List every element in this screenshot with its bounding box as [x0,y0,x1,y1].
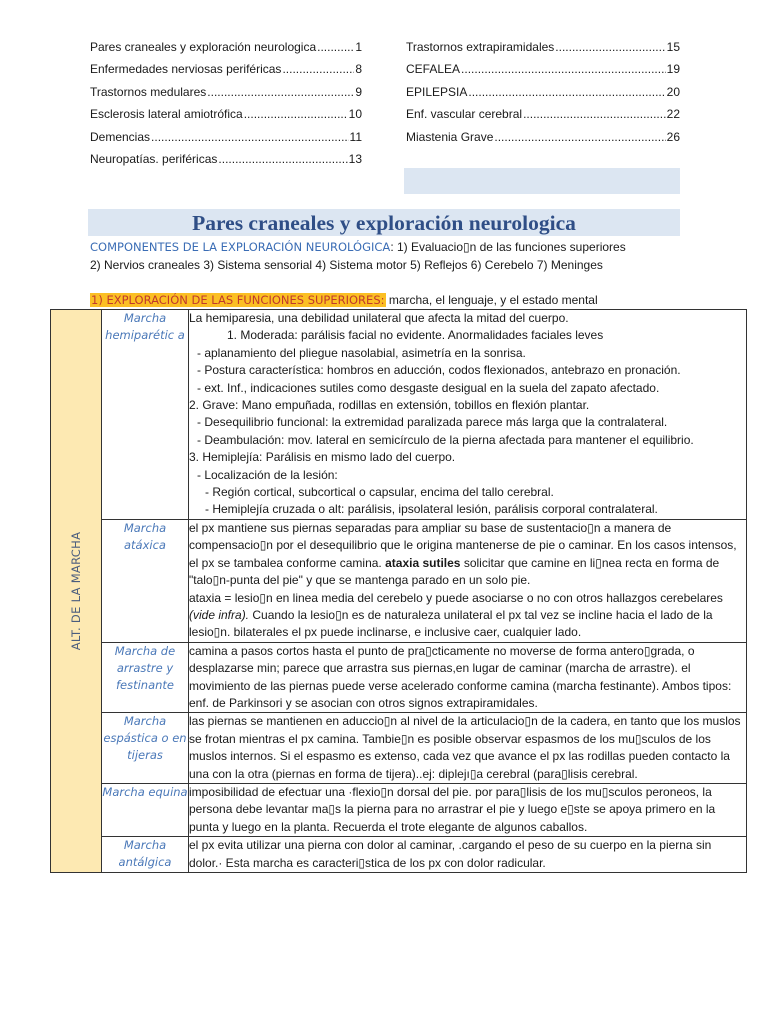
gait-name-cell [102,310,189,520]
components-label: COMPONENTES DE LA EXPLORACIÓN NEUROLÓGICA [90,240,391,254]
desc-text: Cuando la lesio▯n es de naturaleza unilateral el px tal vez se incline hacia el lado de la lesio▯n. bilaterales el px puede inclinarse, e inclusive caer, cualquier lado. [189,607,713,640]
components-line-1: : 1) Evaluacio▯n de las funciones superiores [390,240,626,254]
gait-name: Marcha antálgica [118,838,172,870]
toc-entry-title: Trastornos medulares [90,84,207,99]
toc-entry-title: Enfermedades nerviosas periféricas [90,62,282,77]
toc-entry[interactable] [90,81,362,103]
toc-entry-page: 19 [666,62,680,77]
desc-italic-text: (vide infra). [189,607,250,622]
toc-entry-title: CEFALEA [406,62,461,77]
toc-entry-page: 10 [348,107,362,122]
toc-entry[interactable] [406,36,680,58]
toc-leader-dots [523,103,666,125]
gait-name: Marcha atáxica [123,520,167,552]
toc-entry-title: Miastenia Grave [406,129,494,144]
page-title: Pares craneales y exploración neurologica [192,211,576,235]
components-line-2: 2) Nervios craneales 3) Sistema sensorial 4) Sistema motor 5) Reflejos 6) Cerebelo 7) Meninges [90,258,603,272]
toc-entry[interactable] [406,81,680,103]
gait-name-cell [102,713,189,784]
components-paragraph [90,238,690,274]
toc-entry-page: 8 [355,62,362,77]
desc-line: - Localización de la lesión: [197,467,338,482]
toc-right-column [406,36,680,148]
toc-leader-dots [218,148,347,170]
toc-entry-page: 20 [666,84,680,99]
desc-line: - Desequilibrio funcional: la extremidad paralizada parece más larga que la contralateral. [197,415,668,430]
table-row [51,837,747,873]
gait-name-cell [102,837,189,873]
table-row [51,713,747,784]
section-highlight: 1) EXPLORACIÓN DE LAS FUNCIONES SUPERIORES: [91,293,385,307]
desc-line: 3. Hemiplejía: Parálisis en mismo lado del cuerpo. [189,450,456,465]
gait-name-cell [102,519,189,642]
gait-description-cell [189,783,747,836]
toc-entry-title: Trastornos extrapiramidales [406,40,555,54]
gait-name-cell [102,783,189,836]
gait-name: Marcha espástica o en tijeras [103,714,187,763]
gait-description-cell [189,837,747,873]
desc-line: - Postura característica: hombros en aducción, codos flexionados, antebrazo en pronación. [197,363,681,378]
toc-entry[interactable] [406,58,680,80]
toc-entry-title: Esclerosis lateral amiotrófica [90,107,243,122]
toc-leader-dots [151,126,349,148]
desc-text: el px evita utilizar una pierna con dolor al caminar, .cargando el peso de su cuerpo en la pierna sin dolor.· Esta marcha es caracteri▯stica de los px con dolor radicular. [189,838,712,870]
gait-name: Marcha hemiparétic a [105,311,185,342]
toc-leader-dots [244,103,348,125]
toc-entry-page: 26 [666,129,680,144]
side-label: ALT. DE LA MARCHA [69,531,83,651]
table-row [51,310,747,520]
toc-leader-dots [317,36,354,58]
toc-entry[interactable] [406,126,680,148]
desc-line: - aplanamiento del pliegue nasolabial, asimetría en la sonrisa. [197,345,526,360]
side-label-cell [51,310,102,873]
desc-text: camina a pasos cortos hasta el punto de pra▯cticamente no moverse de forma antero▯grada, o desplazarse min; parece que arrastra sus piernas,en lugar de caminar (marcha de arrastre). el movimiento de las piernas puede verse acelerado conforme camina (marcha festinante). Ambos tipos: enf. de Parkinsori y se asocian con otros signos extrapiramidales. [189,643,732,710]
desc-text: imposibilidad de efectuar una ·flexio▯n dorsal del pie. por para▯lisis de los mu▯sculos peroneos, la persona debe levantar ma▯s la pierna para no arrastrar el pie y luego e▯ste se apoya primero en la punta y luego en la planta. Recuerda el trote elegante de algunos caballos. [189,784,716,834]
section-rest: marcha, el lenguaje, y el estado mental [385,293,598,307]
section-heading [90,292,598,309]
gait-name: Marcha equina [102,784,188,799]
toc-entry-page: 11 [349,129,362,144]
toc-leader-dots [207,81,354,103]
toc-entry-title: Neuropatías. periféricas [90,152,218,167]
desc-line: - Región cortical, subcortical o capsular, encima del tallo cerebral. [205,485,554,500]
gait-description-cell [189,713,747,784]
toc-entry-page: 1 [355,40,362,54]
gait-description-cell [189,310,747,520]
gait-name: Marcha de arrastre y festinante [114,643,176,692]
toc-entry-title: Enf. vascular cerebral [406,107,523,122]
desc-text: solicitar que camine en li▯nea recta en forma de "talo▯n-punta del pie" y que se mantenga parado en un solo pie. [189,555,720,588]
toc-leader-dots [282,58,354,80]
toc-entry-title: Demencias [90,129,151,144]
toc-entry-title: EPILEPSIA [406,84,468,99]
desc-line: 1. Moderada: parálisis facial no evidente. Anormalidades faciales leves [227,328,604,343]
toc-entry-page: 13 [348,152,362,167]
toc-entry-page: 9 [355,84,362,99]
desc-bold-text: ataxia sutiles [385,555,461,570]
gait-description-cell [189,642,747,713]
toc-leader-dots [494,126,665,148]
gait-name-cell [102,642,189,713]
gait-description-cell [189,519,747,642]
toc-entry[interactable] [90,36,362,58]
table-row [51,642,747,713]
desc-text: el px mantiene sus piernas separadas para ampliar su base de sustentacio▯n a manera de compensacio▯n por el desequilibrio que le origina mantenerse de pie o caminar. En los casos intensos, el px se tambalea conforme camina. [189,520,737,570]
table-row [51,519,747,642]
desc-line: - Deambulación: mov. lateral en semicírculo de la pierna afectada para mantener el equilibrio. [197,432,694,447]
toc-entry-page: 22 [666,107,680,122]
desc-line: 2. Grave: Mano empuñada, rodillas en extensión, tobillos en flexión plantar. [189,398,590,413]
desc-line: - ext. Inf., indicaciones sutiles como desgaste desigual en la suela del zapato afectado. [197,380,660,395]
toc-entry-page: 15 [666,40,680,54]
toc-shaded-box [404,168,680,194]
desc-paragraph [189,520,746,590]
toc-leader-dots [461,58,666,80]
table-row [51,783,747,836]
toc-entry-title: Pares craneales y exploración neurologica [90,40,317,54]
toc-left-column [90,36,362,170]
gait-table [50,309,747,873]
desc-text: ataxia = lesio▯n en linea media del cerebelo y puede asociarse o no con otros hallazgos cerebelares [189,590,723,605]
desc-line: La hemiparesia, una debilidad unilateral que afecta la mitad del cuerpo. [189,311,569,325]
desc-line: - Hemiplejía cruzada o alt: parálisis, ipsolateral lesión, parálisis corporal contralateral. [205,502,658,517]
toc-entry[interactable] [90,148,362,170]
desc-paragraph [189,590,746,642]
toc-entry[interactable] [406,103,680,125]
desc-text: las piernas se mantienen en aduccio▯n al nivel de la articulacio▯n de la cadera, en tanto que los muslos se frotan mientras el px camina. Tambie▯n es posible observar espasmos de los mu▯sculos de los muslos internos. Si el espasmo es extenso, cada vez que avance el px las rodillas pueden contacto la una con la otra (piernas en forma de tijera)..ej: diplejı▯a cerebral (para▯lisis cerebral. [189,714,741,781]
toc-entry[interactable] [90,103,362,125]
toc-entry[interactable] [90,126,362,148]
toc-leader-dots [555,36,665,58]
toc-leader-dots [468,81,665,103]
toc-entry[interactable] [90,58,362,80]
